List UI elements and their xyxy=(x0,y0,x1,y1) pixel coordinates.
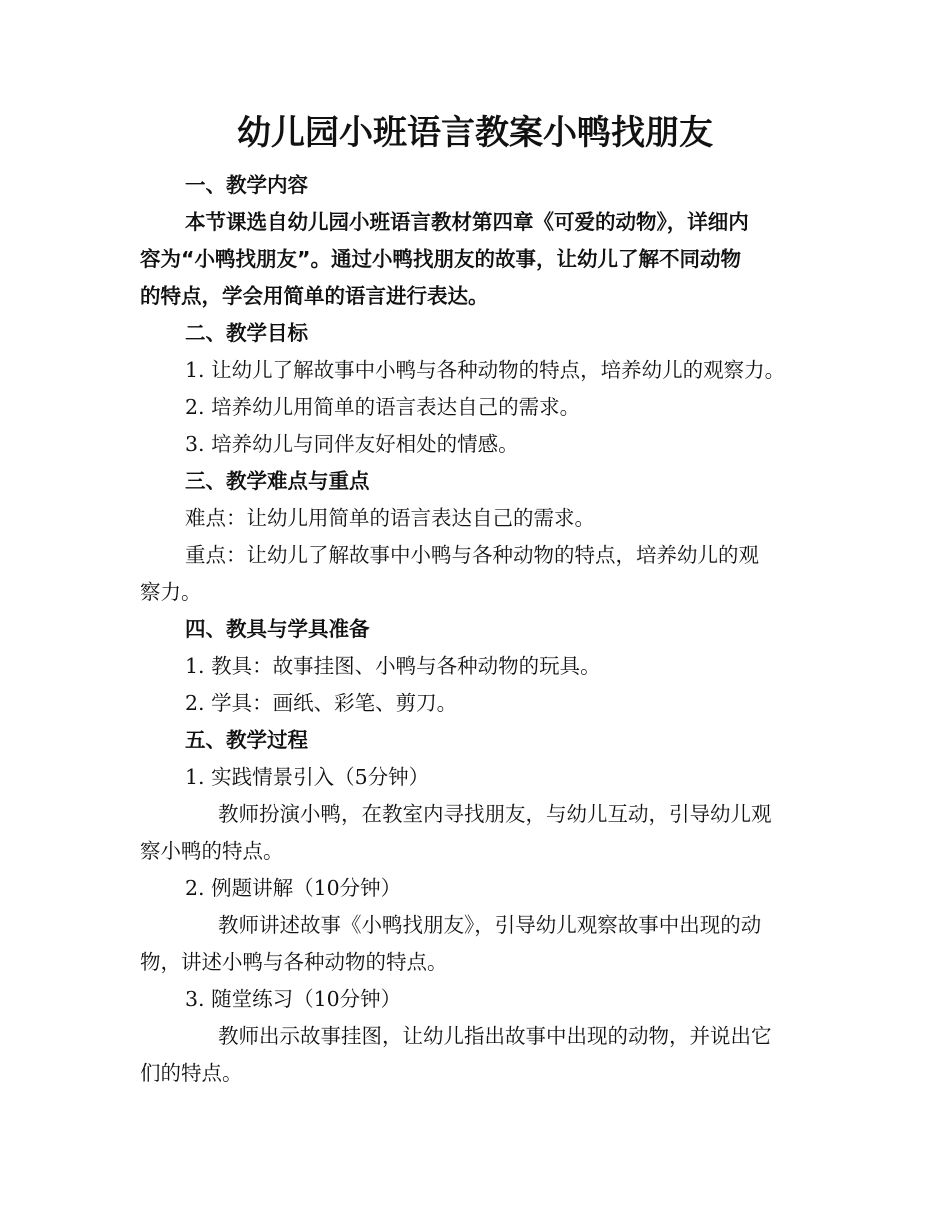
list-item: 1. 让幼儿了解故事中小鸭与各种动物的特点，培养幼儿的观察力。 xyxy=(185,358,786,382)
list-item: 3. 随堂练习（10分钟） xyxy=(185,987,402,1011)
list-item: 3. 培养幼儿与同伴友好相处的情感。 xyxy=(185,432,519,456)
paragraph-line: 察力。 xyxy=(140,580,202,604)
paragraph-line: 容为“小鸭找朋友”。通过小鸭找朋友的故事，让幼儿了解不同动物 xyxy=(140,247,741,271)
paragraph-line: 重点：让幼儿了解故事中小鸭与各种动物的特点，培养幼儿的观 xyxy=(185,543,759,567)
paragraph-line: 教师讲述故事《小鸭找朋友》，引导幼儿观察故事中出现的动 xyxy=(218,913,762,937)
paragraph-line: 本节课选自幼儿园小班语言教材第四章《可爱的动物》，详细内 xyxy=(185,210,749,234)
list-item: 1. 教具：故事挂图、小鸭与各种动物的玩具。 xyxy=(185,654,601,678)
paragraph-line: 的特点，学会用简单的语言进行表达。 xyxy=(140,284,489,308)
paragraph-line: 们的特点。 xyxy=(140,1061,243,1085)
paragraph-line: 教师扮演小鸭，在教室内寻找朋友，与幼儿互动，引导幼儿观 xyxy=(218,802,772,826)
list-item: 2. 学具：画纸、彩笔、剪刀。 xyxy=(185,691,458,715)
list-item: 2. 培养幼儿用简单的语言表达自己的需求。 xyxy=(185,395,581,419)
document-title: 幼儿园小班语言教案小鸭找朋友 xyxy=(237,113,713,153)
paragraph-line: 教师出示故事挂图，让幼儿指出故事中出现的动物，并说出它 xyxy=(218,1024,772,1048)
section-heading-materials: 四、教具与学具准备 xyxy=(185,617,370,641)
section-heading-process: 五、教学过程 xyxy=(185,728,308,752)
section-heading-goals: 二、教学目标 xyxy=(185,321,308,345)
section-heading-content: 一、教学内容 xyxy=(185,173,308,197)
list-item: 2. 例题讲解（10分钟） xyxy=(185,876,402,900)
section-heading-difficulties: 三、教学难点与重点 xyxy=(185,469,370,493)
list-item: 1. 实践情景引入（5分钟） xyxy=(185,765,430,789)
paragraph-line: 难点：让幼儿用简单的语言表达自己的需求。 xyxy=(185,506,595,530)
paragraph-line: 察小鸭的特点。 xyxy=(140,839,284,863)
paragraph-line: 物，讲述小鸭与各种动物的特点。 xyxy=(140,950,448,974)
